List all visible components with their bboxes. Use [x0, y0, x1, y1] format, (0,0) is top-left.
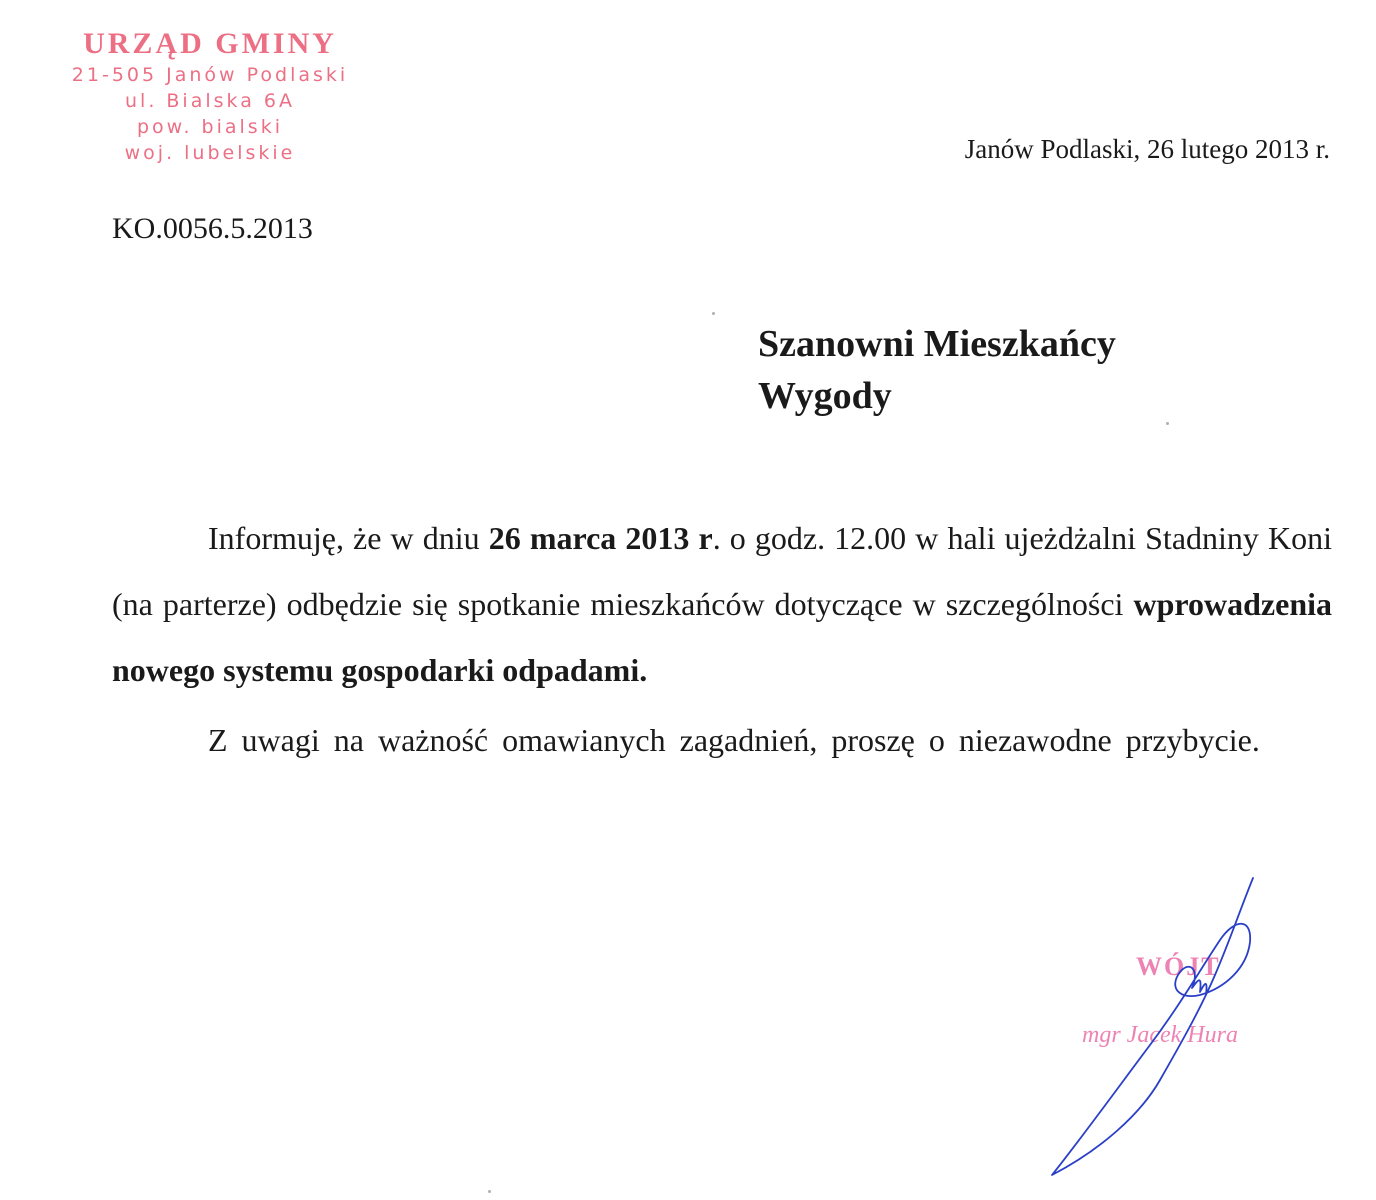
scan-speck: [1166, 422, 1169, 425]
meeting-date: 26 marca 2013 r: [488, 520, 713, 556]
signature-stamp-title: WÓJT: [1136, 952, 1221, 981]
signature-stamp-name: mgr Jacek Hura: [1082, 1022, 1238, 1048]
stamp-postal-line: 21-505 Janów Podlaski: [71, 64, 349, 86]
reference-number: KO.0056.5.2013: [112, 212, 313, 245]
place-date: Janów Podlaski, 26 lutego 2013 r.: [964, 134, 1330, 164]
stamp-street-line: ul. Bialska 6A: [125, 90, 295, 112]
body-paragraph-1: [112, 505, 1332, 703]
body-paragraph-2: Z uwagi na ważność omawianych zagadnień, proszę o niezawodne przybycie.: [208, 722, 1260, 758]
office-stamp: [40, 26, 380, 166]
stamp-title: URZĄD GMINY: [83, 27, 337, 60]
scan-speck: [712, 312, 715, 315]
scan-speck: [488, 1190, 491, 1193]
addressee: [758, 318, 1116, 422]
addressee-line-1: Szanowni Mieszkańcy: [758, 323, 1116, 365]
p1-middle: . o godz. 12.00 w hali ujeżdżalni Stadniny Koni (na parterze) odbędzie się spotkanie mieszkańców dotyczące w szczególności: [112, 520, 1333, 622]
signature-block: [1040, 870, 1340, 1190]
stamp-province-line: woj. lubelskie: [124, 142, 296, 164]
p1-intro: Informuję, że w dniu: [208, 520, 489, 556]
handwritten-signature-icon: [1040, 870, 1340, 1190]
meeting-topic: wprowadzenia nowego systemu gospodarki odpadami.: [112, 586, 1332, 688]
addressee-line-2: Wygody: [758, 375, 892, 417]
letter-body: [112, 505, 1332, 777]
stamp-county-line: pow. bialski: [136, 116, 283, 138]
